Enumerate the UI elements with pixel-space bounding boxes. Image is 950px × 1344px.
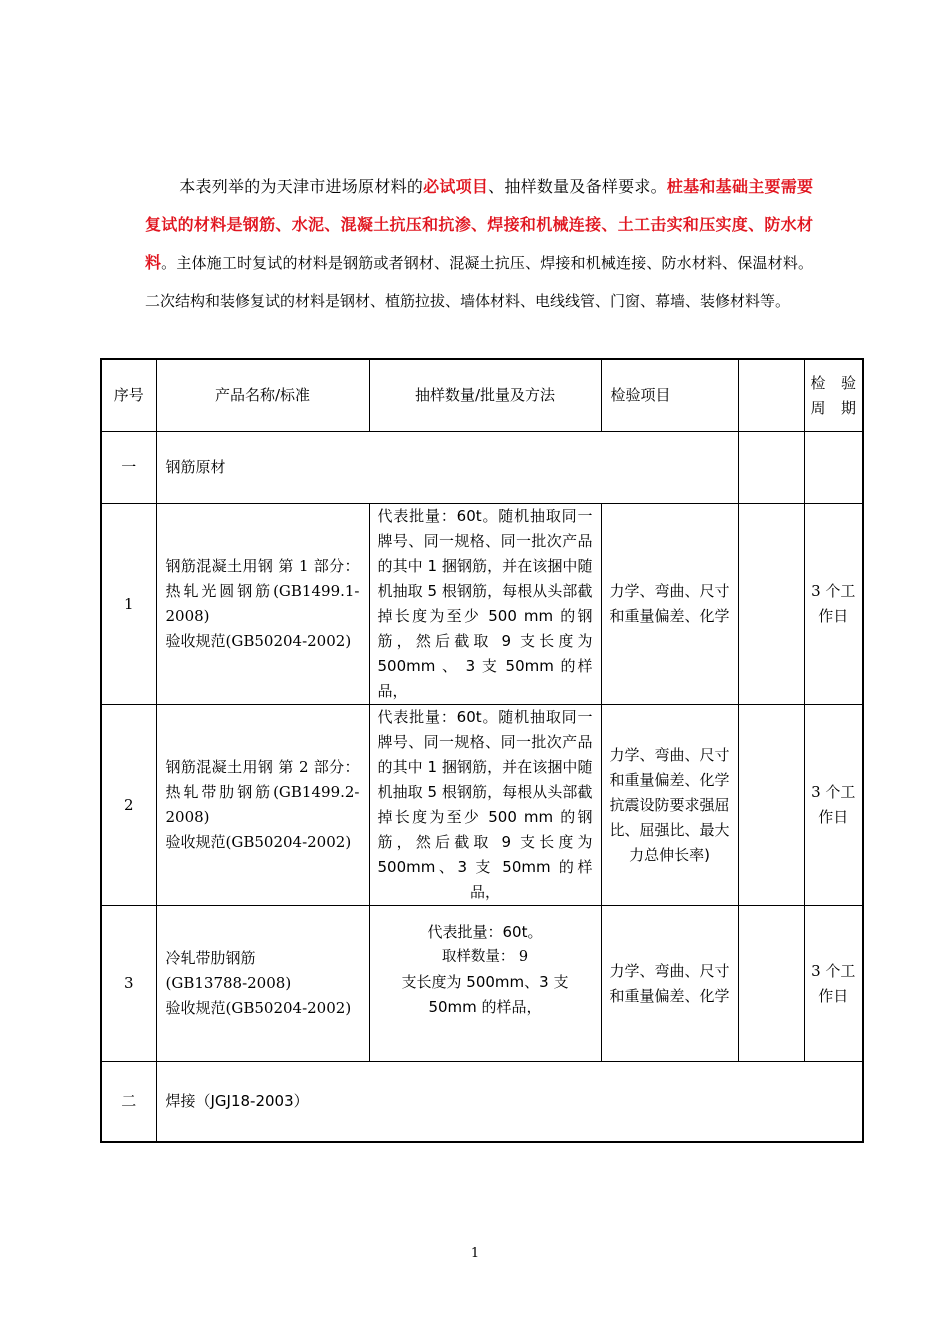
intro-text-1: 本表列举的为天津市进场原材料的 — [179, 177, 424, 196]
intro-highlight-2: 桩基和基础主要需要复试的材料是钢筋、水泥、混凝土抗压和抗渗、焊接和机械连接、土工击实和压实度、防水材料 — [145, 177, 813, 272]
row-items: 力学、弯曲、尺寸和重量偏差、化学 — [601, 504, 738, 705]
row-seq: 3 — [101, 906, 156, 1062]
intro-highlight-1: 必试项目 — [423, 177, 489, 196]
section-row — [101, 432, 863, 504]
sampling-line: 取样数量： 9 — [441, 949, 529, 965]
product-name: 冷轧带肋钢筋 — [165, 949, 256, 967]
product-name: 钢筋混凝土用钢 第 1 部分：热轧光圆钢筋(GB1499.1-2008) — [165, 557, 360, 625]
section-title: 焊接（JGJ18-2003） — [156, 1062, 863, 1142]
row-seq: 2 — [101, 705, 156, 906]
sampling-line: 50mm 的样品， — [428, 998, 542, 1016]
section-seq: 一 — [101, 432, 156, 504]
header-items: 检验项目 — [601, 359, 738, 432]
table-row — [101, 705, 863, 906]
product-standard: (GB13788-2008) — [165, 974, 292, 992]
table-row — [101, 906, 863, 1062]
header-sampling: 抽样数量/批量及方法 — [369, 359, 601, 432]
table-header-row — [101, 359, 863, 432]
product-name: 钢筋混凝土用钢 第 2 部分：热轧带肋钢筋(GB1499.2-2008) — [165, 758, 360, 826]
row-product — [156, 906, 369, 1062]
row-product — [156, 705, 369, 906]
product-acceptance: 验收规范(GB50204-2002) — [165, 999, 352, 1017]
intro-text-3: 。主体施工时复试的材料是钢筋或者钢材、混凝土抗压、焊接和机械连接、防水材料、保温材料。二次结构和装修复试的材料是钢材、植筋拉拔、墙体材料、电线线管、门窗、幕墙、装修材料等。 — [145, 254, 813, 310]
header-product: 产品名称/标准 — [156, 359, 369, 432]
header-seq: 序号 — [101, 359, 156, 432]
row-seq: 1 — [101, 504, 156, 705]
inspection-table — [100, 358, 864, 1143]
header-blank — [738, 359, 804, 432]
table-row — [101, 504, 863, 705]
page-number: 1 — [470, 1246, 480, 1261]
row-sampling: 代表批量：60t。随机抽取同一牌号、同一规格、同一批次产品的其中 1 捆钢筋，并在该捆中随机抽取 5 根钢筋，每根从头部截掉长度为至少 500 mm 的钢筋，然后截取 9 支长度为 500mm 、 3 支 50mm 的样品， — [369, 504, 601, 705]
row-sampling: 代表批量：60t。随机抽取同一牌号、同一规格、同一批次产品的其中 1 捆钢筋，并在该捆中随机抽取 5 根钢筋，每根从头部截掉长度为至少 500 mm 的钢筋，然后截取 9 支长度为 500mm、3 支 50mm 的样品， — [369, 705, 601, 906]
row-period: 3 个工作日 — [804, 504, 863, 705]
section-seq: 二 — [101, 1062, 156, 1142]
header-period: 检 验 周期 — [804, 359, 863, 432]
row-items: 力学、弯曲、尺寸和重量偏差、化学 — [601, 906, 738, 1062]
sampling-line: 支长度为 500mm、3 支 — [401, 973, 569, 991]
row-product — [156, 504, 369, 705]
row-items: 力学、弯曲、尺寸和重量偏差、化学抗震设防要求强屈比、屈强比、最大力总伸长率) — [601, 705, 738, 906]
section-row — [101, 1062, 863, 1142]
row-sampling — [369, 906, 601, 1062]
intro-text-2: 、抽样数量及备样要求。 — [488, 177, 667, 196]
intro-paragraph — [145, 168, 813, 320]
product-standard: 验收规范(GB50204-2002) — [165, 632, 352, 650]
row-period: 3 个工作日 — [804, 906, 863, 1062]
sampling-line: 代表批量：60t。 — [427, 923, 543, 941]
row-period: 3 个工作日 — [804, 705, 863, 906]
section-title: 钢筋原材 — [156, 432, 738, 504]
product-standard: 验收规范(GB50204-2002) — [165, 833, 352, 851]
